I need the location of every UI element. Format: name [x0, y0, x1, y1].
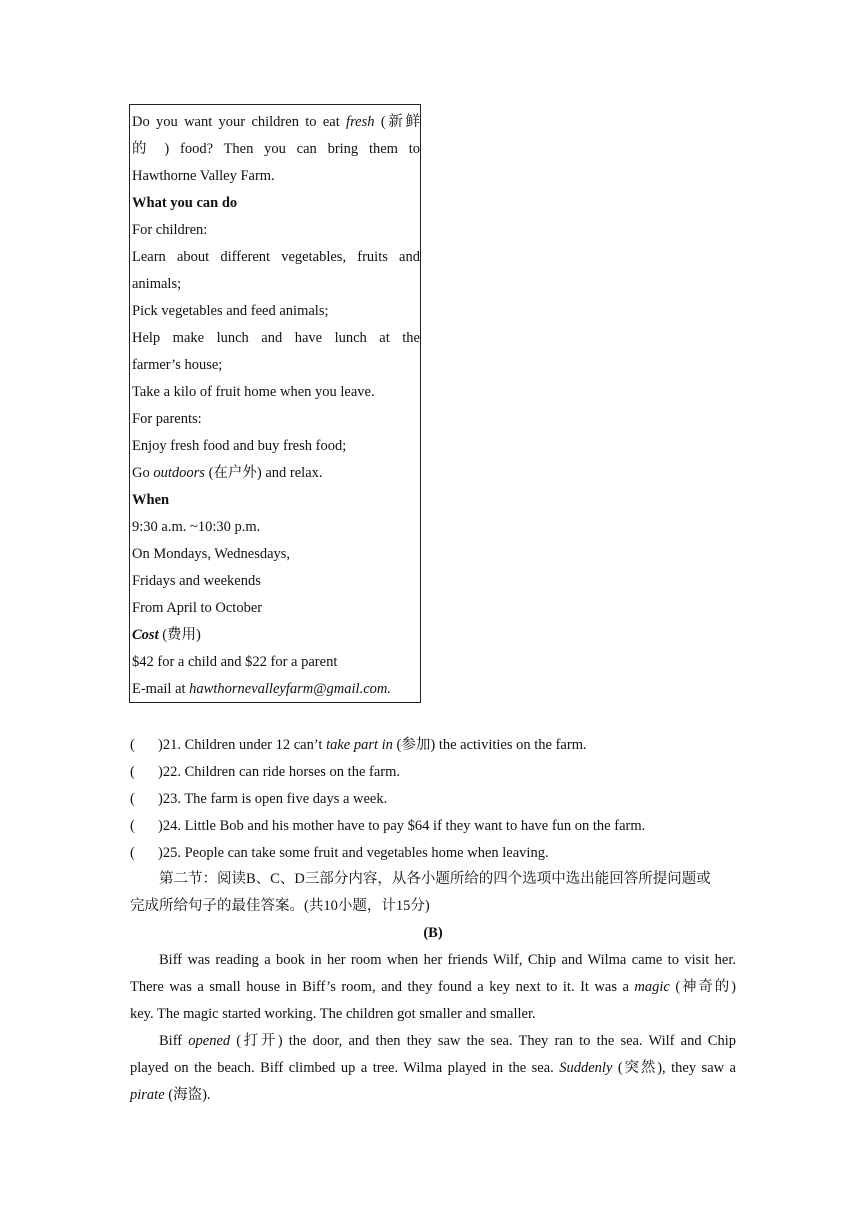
cost-line: $42 for a child and $22 for a parent [132, 654, 338, 670]
parent-line-1: Enjoy fresh food and buy fresh food; [132, 438, 347, 454]
ad-intro-line-3: Hawthorne Valley Farm. [132, 168, 275, 184]
question-24: ( )24. Little Bob and his mother have to pay $64 if they want to have fun on the farm. [130, 813, 770, 840]
for-parents-label: For parents: [132, 411, 202, 427]
when-line-4: From April to October [132, 600, 263, 616]
passage-line-3: key. The magic started working. The children got smaller and smaller. [130, 1006, 536, 1022]
parent-line-2: Go outdoors (在户外) and relax. [132, 465, 323, 481]
child-line-2: animals; [132, 276, 182, 292]
what-heading: What you can do [132, 195, 238, 211]
passage-line-1: Biff was reading a book in her room when her friends Wilf, Chip and Wilma came to visit her. [159, 952, 736, 968]
child-line-4: Help make lunch and have lunch at the [132, 330, 420, 346]
for-children-label: For children: [132, 222, 208, 238]
answer-blank[interactable]: ( [130, 845, 135, 861]
section-instructions-line-1: 第二节：阅读B、C、D三部分内容，从各小题所给的四个选项中选出能回答所提问题或 [159, 871, 711, 887]
ad-intro-line-1: Do you want your children to eat fresh (新鲜 [132, 114, 420, 130]
answer-blank[interactable]: ( [130, 818, 135, 834]
passage-line-2: There was a small house in Biff’s room, and they found a key next to it. It was a magic (神奇的) [130, 979, 736, 995]
when-heading: When [132, 492, 170, 508]
cost-heading: Cost (费用) [132, 627, 201, 643]
passage-b [130, 947, 736, 1109]
child-line-3: Pick vegetables and feed animals; [132, 303, 329, 319]
passage-title: (B) [423, 925, 443, 941]
email-line: E-mail at hawthornevalleyfarm@gmail.com. [132, 681, 391, 697]
question-21: ( )21. Children under 12 can’t take part in (参加) the activities on the farm. [130, 732, 770, 759]
answer-blank[interactable]: ( [130, 764, 135, 780]
when-line-1: 9:30 a.m. ~10:30 p.m. [132, 519, 261, 535]
question-23: ( )23. The farm is open five days a week. [130, 786, 770, 813]
child-line-6: Take a kilo of fruit home when you leave. [132, 384, 375, 400]
passage-line-6: pirate (海盗). [130, 1087, 211, 1103]
when-line-2: On Mondays, Wednesdays, [132, 546, 291, 562]
advertisement-box [129, 104, 421, 703]
section-instructions-line-2: 完成所给句子的最佳答案。(共10小题，计15分) [130, 898, 430, 914]
passage-line-4: Biff opened (打开) the door, and then they saw the sea. They ran to the sea. Wilf and Chip [159, 1033, 736, 1049]
when-line-3: Fridays and weekends [132, 573, 261, 589]
ad-intro-line-2: 的 ) food? Then you can bring them to [132, 141, 420, 157]
section-instructions [130, 866, 736, 920]
answer-blank[interactable]: ( [130, 737, 135, 753]
child-line-1: Learn about different vegetables, fruits and [132, 249, 420, 265]
answer-blank[interactable]: ( [130, 791, 135, 807]
question-list [130, 732, 770, 867]
child-line-5: farmer’s house; [132, 357, 223, 373]
question-22: ( )22. Children can ride horses on the farm. [130, 759, 770, 786]
passage-line-5: played on the beach. Biff climbed up a tree. Wilma played in the sea. Suddenly (突然), they saw a [130, 1060, 736, 1076]
question-25: ( )25. People can take some fruit and vegetables home when leaving. [130, 840, 770, 867]
